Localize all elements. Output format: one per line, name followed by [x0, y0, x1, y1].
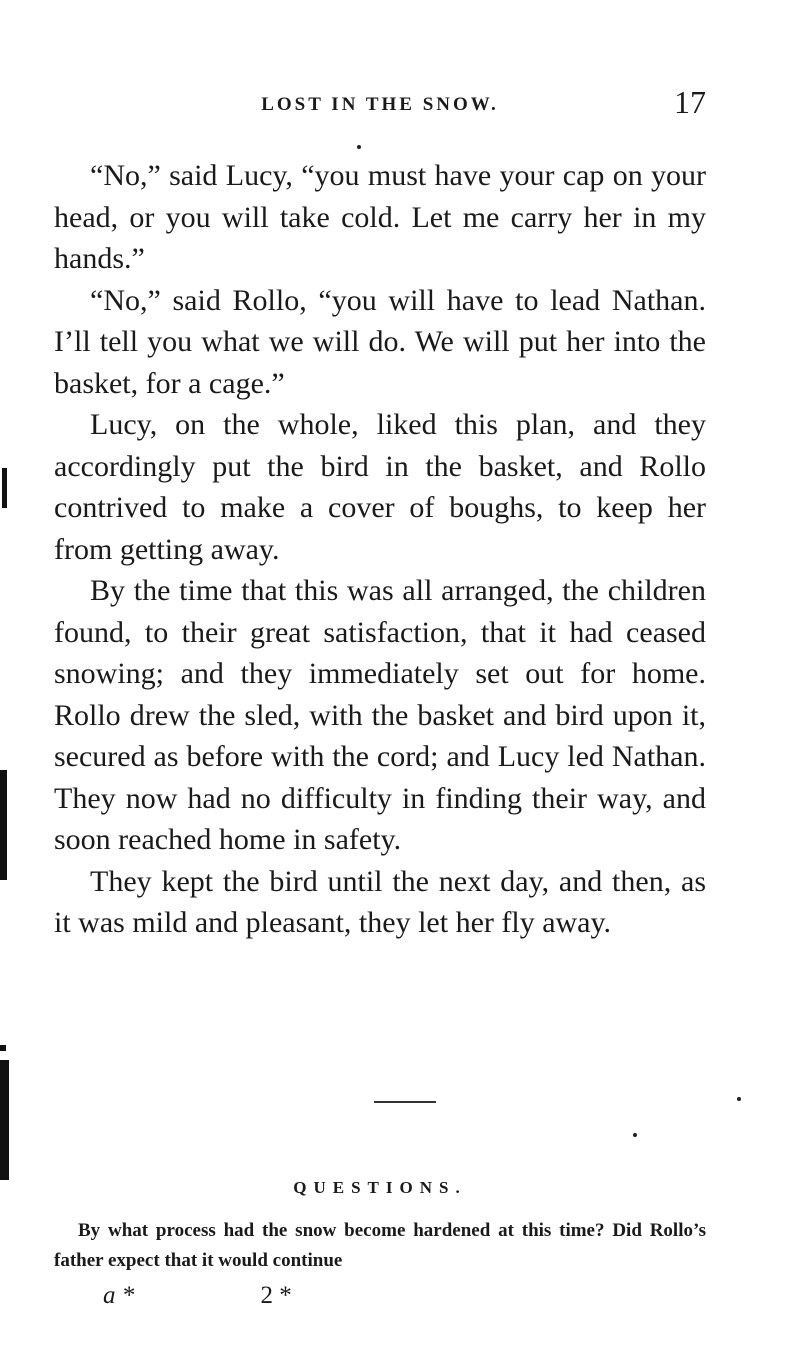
ink-speck	[633, 1133, 637, 1137]
scan-edge-mark	[0, 1060, 9, 1180]
scan-edge-mark	[2, 468, 7, 508]
page-number: 17	[674, 84, 706, 120]
section-divider	[374, 1101, 436, 1103]
signature-mark-right: 2 *	[260, 1282, 292, 1309]
paragraph: “No,” said Lucy, “you must have your cap on your head, or you will take cold. Let me carry her in my hands.”	[54, 159, 706, 275]
running-head: LOST IN THE SNOW.	[261, 94, 499, 115]
questions-text: By what process had the snow become hardened at this time? Did Rollo’s father expect that it would continue	[54, 1220, 706, 1271]
signature-marks	[103, 1282, 292, 1310]
paragraph: Lucy, on the whole, liked this plan, and they accordingly put the bird in the basket, and Rollo contrived to make a cover of boughs, to keep her from getting away.	[54, 408, 706, 566]
ink-speck	[737, 1097, 741, 1101]
paragraph: “No,” said Rollo, “you will have to lead Nathan. I’ll tell you what we will do. We will put her into the basket, for a cage.”	[54, 283, 706, 400]
page-header	[54, 84, 706, 128]
paragraph: By the time that this was all arranged, the children found, to their great satisfaction, that it had ceased snowing; and they immediately set out for home. Rollo drew the sled, with the basket and bird upon it, secured as before with the cord; and Lucy led Nathan. They now had no difficulty in finding their way, and soon reached home in safety.	[54, 574, 706, 856]
questions-section	[54, 1178, 706, 1276]
body-text	[54, 155, 706, 944]
scan-edge-mark	[0, 770, 7, 880]
ink-speck	[357, 145, 361, 149]
scan-edge-mark	[0, 1045, 6, 1051]
paragraph: They kept the bird until the next day, and then, as it was mild and pleasant, they let her fly away.	[54, 864, 706, 939]
questions-heading: QUESTIONS.	[293, 1178, 467, 1197]
signature-mark-left: a *	[103, 1282, 135, 1309]
